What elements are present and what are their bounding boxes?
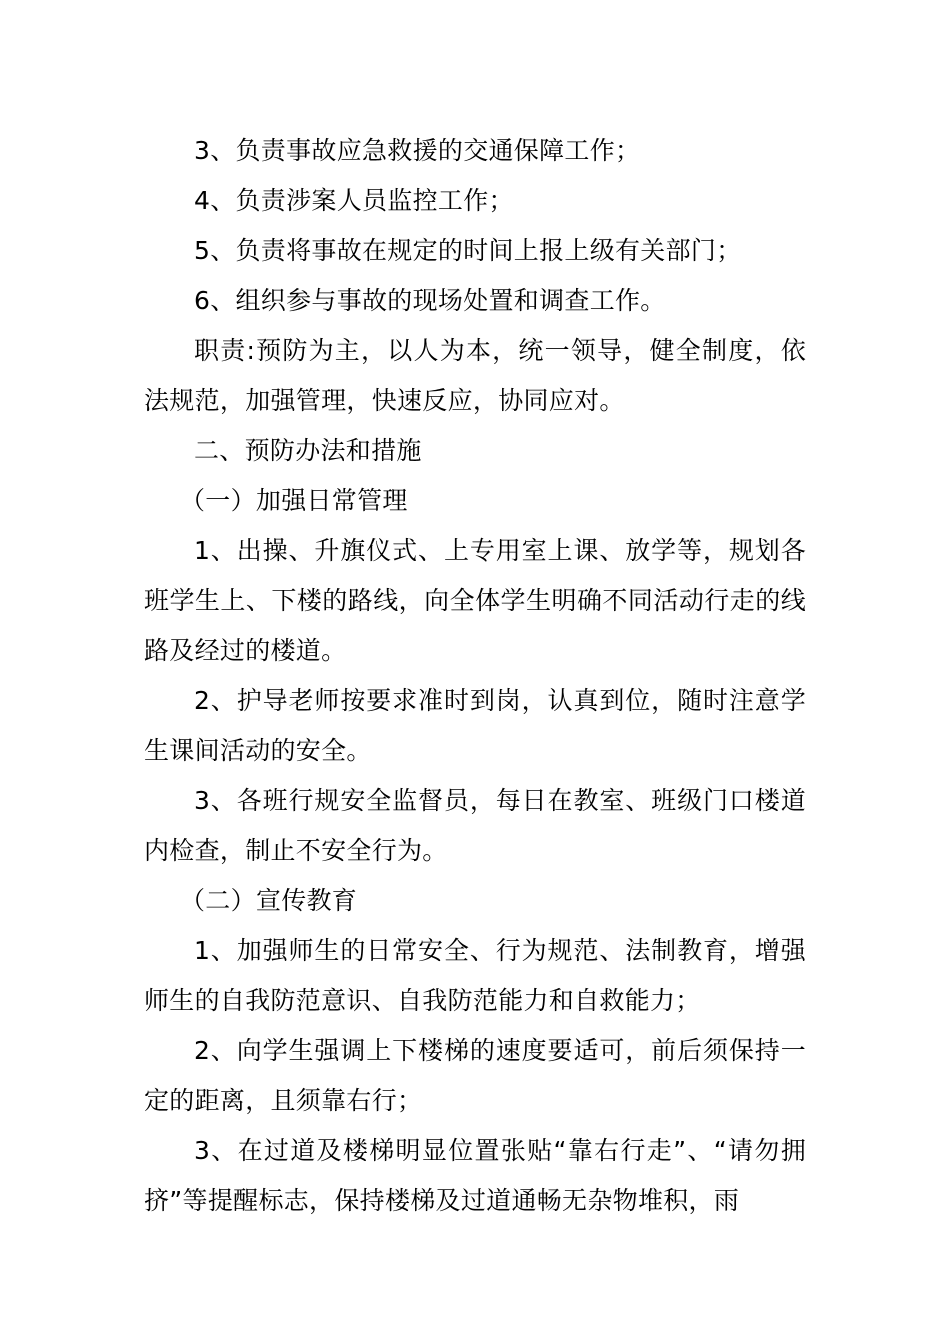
paragraph-duty-3: 3、负责事故应急救援的交通保障工作； bbox=[194, 136, 641, 165]
paragraph-management-3: 3、各班行规安全监督员，每日在教室、班级门口楼道内检查，制止不安全行为。 bbox=[144, 786, 806, 865]
paragraph-duty-6: 6、组织参与事故的现场处置和调查工作。 bbox=[194, 286, 666, 315]
subheading-education: （二）宣传教育 bbox=[180, 886, 358, 915]
paragraph-management-1: 1、出操、升旗仪式、上专用室上课、放学等，规划各班学生上、下楼的路线，向全体学生明确不同活动行走的线路及经过的楼道。 bbox=[144, 536, 806, 665]
subheading-daily-management: （一）加强日常管理 bbox=[180, 486, 408, 515]
paragraph-education-1: 1、加强师生的日常安全、行为规范、法制教育，增强师生的自我防范意识、自我防范能力和自救能力； bbox=[144, 936, 806, 1015]
section-heading-prevention: 二、预防办法和措施 bbox=[194, 436, 422, 465]
paragraph-education-2: 2、向学生强调上下楼梯的速度要适可，前后须保持一定的距离，且须靠右行； bbox=[144, 1036, 806, 1115]
paragraph-duty-4: 4、负责涉案人员监控工作； bbox=[194, 186, 514, 215]
paragraph-education-3: 3、在过道及楼梯明显位置张贴“靠右行走”、“请勿拥挤”等提醒标志，保持楼梯及过道通畅无杂物堆积，雨 bbox=[144, 1136, 806, 1215]
paragraph-management-2: 2、护导老师按要求准时到岗，认真到位，随时注意学生课间活动的安全。 bbox=[144, 686, 806, 765]
paragraph-duty-5: 5、负责将事故在规定的时间上报上级有关部门； bbox=[194, 236, 742, 265]
paragraph-responsibility: 职责:预防为主，以人为本，统一领导，健全制度，依法规范，加强管理，快速反应，协同应对。 bbox=[144, 336, 806, 415]
document-body bbox=[144, 126, 806, 1226]
